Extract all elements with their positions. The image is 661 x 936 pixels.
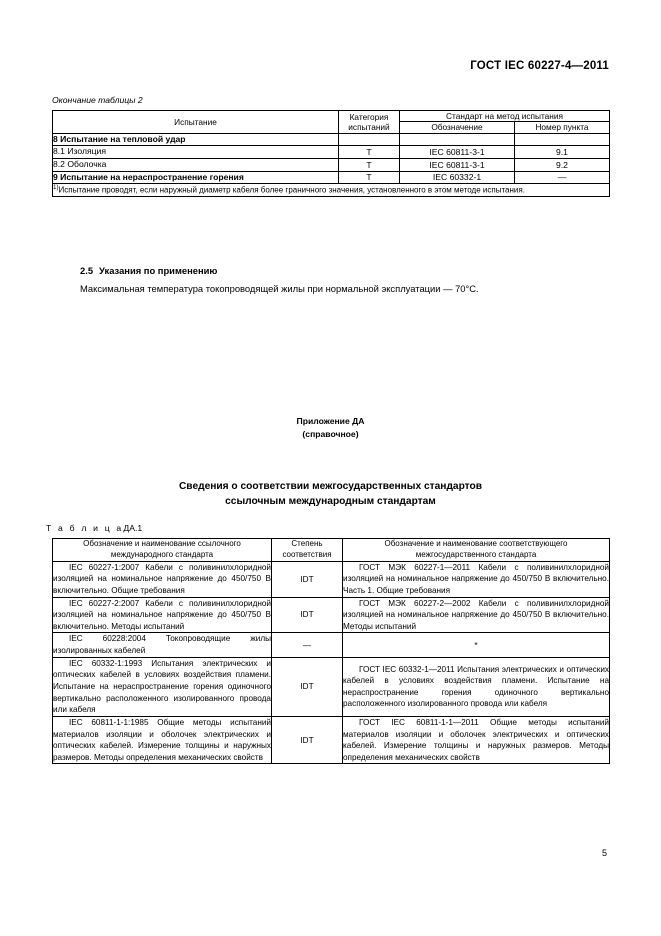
- table2-row: [53, 146, 610, 159]
- tableDA1-caption-label: Т а б л и ц а: [46, 523, 124, 533]
- running-head: ГОСТ IEC 60227-4—2011: [470, 60, 609, 72]
- tableDA1-cell-corresponding: *: [343, 633, 610, 657]
- table2-cell-designation: IEC 60332-1: [400, 171, 515, 184]
- appendix-label: Приложение ДА: [296, 416, 365, 426]
- tableDA1-header-degree-line2: соответствия: [282, 549, 332, 559]
- tableDA1-cell-degree: IDT: [272, 657, 343, 716]
- tableDA1-cell-degree: IDT: [272, 597, 343, 633]
- table2-cell-designation: [400, 133, 515, 146]
- table2-header-category-line2: испытаний: [348, 121, 390, 132]
- tableDA1-cell-reference: [53, 633, 272, 657]
- table2-cell-designation: IEC 60811-3-1: [400, 146, 515, 159]
- page-number: 5: [601, 848, 607, 858]
- tableDA1-row: [53, 716, 610, 764]
- tableDA1-corresponding-text: ГОСТ IEC 60811-1-1—2011 Общие методы испытаний материалов изоляции и оболочек электрических и оптических кабелей. Измерение толщины и наружных размеров. Методы определения механических свойств: [343, 717, 609, 762]
- tableDA1-header-row: [53, 539, 610, 562]
- table2-cell-name: 8 Испытание на тепловой удар: [53, 133, 339, 146]
- tableDA1-header-degree: [272, 539, 343, 562]
- table2-cell-category: Т: [339, 171, 400, 184]
- table2-cell-designation: IEC 60811-3-1: [400, 158, 515, 171]
- section-2-5-number: 2.5: [80, 265, 94, 276]
- tableDA1-row: [53, 597, 610, 633]
- section-2-5-heading: [80, 265, 217, 276]
- tableDA1-cell-corresponding: [343, 561, 610, 597]
- tableDA1-cell-reference: [53, 597, 272, 633]
- tableDA1-cell-corresponding: [343, 716, 610, 764]
- tableDA1-header-degree-line1: Степень: [291, 539, 323, 548]
- tableDA1-caption-number: ДА.1: [123, 523, 143, 533]
- tableDA1-cell-corresponding: [343, 657, 610, 716]
- table2: [52, 110, 610, 197]
- table2-footnote-marker: 1): [53, 184, 59, 192]
- tableDA1-reference-text: IEC 60228:2004 Токопроводящие жилы изолированных кабелей: [53, 634, 271, 656]
- section-2-5-body: Максимальная температура токопроводящей жилы при нормальной эксплуатации — 70°С.: [80, 283, 479, 294]
- table2-cell-clause: [515, 133, 610, 146]
- table2-header-category-line1: Категория: [349, 111, 389, 122]
- tableDA1-corresponding-text: ГОСТ МЭК 60227-1—2011 Кабели с поливинилхлоридной изоляцией на номинальное напряжение до 450/750 В включительно. Часть 1. Общие требования: [343, 562, 609, 595]
- tableDA1: [52, 538, 610, 764]
- tableDA1-row: [53, 633, 610, 657]
- appendix-kind: (справочное): [302, 429, 359, 440]
- tableDA1-reference-text: IEC 60227-2:2007 Кабели с поливинилхлоридной изоляцией на номинальное напряжение до 450/750 В включительно. Методы испытаний: [53, 598, 271, 631]
- table2-header-clause: Номер пункта: [515, 122, 610, 133]
- tableDA1-corresponding-text: ГОСТ IEC 60332-1—2011 Испытания электрических и оптических кабелей в условиях воздействия пламени. Испытание на нераспространение горения одиночного вертикально расположенного изолированного провода или кабеля: [343, 664, 609, 709]
- tableDA1-cell-corresponding: [343, 597, 610, 633]
- tableDA1-cell-degree: IDT: [272, 561, 343, 597]
- tableDA1-reference-text: IEC 60811-1-1:1985 Общие методы испытаний материалов изоляции и оболочек электрических и оптических кабелей. Измерение толщины и наружных размеров. Методы определения механических свойств: [53, 717, 271, 762]
- tableDA1-row: [53, 561, 610, 597]
- table2-cell-category: Т: [339, 146, 400, 159]
- table2-row: [53, 171, 610, 184]
- table2-caption: Окончание таблицы 2: [52, 95, 143, 105]
- tableDA1-header-reference: [53, 539, 272, 562]
- appendix-title-line1: Сведения о соответствии межгосударственных стандартов: [178, 481, 483, 492]
- tableDA1-header-corresponding-line1: Обозначение и наименование соответствующего: [384, 539, 568, 548]
- table2-footnote: [53, 184, 610, 197]
- tableDA1-cell-degree: —: [272, 633, 343, 657]
- table2-cell-clause: 9.1: [515, 146, 610, 159]
- table2-cell-name: 8.2 Оболочка: [53, 158, 339, 171]
- tableDA1-cell-degree: IDT: [272, 716, 343, 764]
- tableDA1-cell-reference: [53, 561, 272, 597]
- table2-footnote-row: [53, 184, 610, 197]
- tableDA1-container: [52, 538, 609, 764]
- appendix-heading: [0, 415, 661, 442]
- table2-header-row: [53, 111, 610, 122]
- table2-cell-category: [339, 133, 400, 146]
- section-2-5-title: Указания по применению: [99, 265, 218, 276]
- tableDA1-reference-text: IEC 60332-1:1993 Испытания электрических и оптических кабелей в условиях воздействия пламени. Испытание на нераспространение горения одиночного вертикально расположенного изолированного провода или кабеля: [53, 658, 271, 715]
- tableDA1-header-reference-line2: международного стандарта: [110, 549, 214, 559]
- tableDA1-reference-text: IEC 60227-1:2007 Кабели с поливинилхлоридной изоляцией на номинальное напряжение до 450/750 В включительно. Общие требования: [53, 562, 271, 595]
- table2-header-designation: Обозначение: [400, 122, 515, 133]
- tableDA1-header-corresponding: [343, 539, 610, 562]
- tableDA1-cell-reference: [53, 716, 272, 764]
- table2-cell-name: 9 Испытание на нераспространение горения: [53, 171, 339, 184]
- table2-footnote-text: Испытание проводят, если наружный диаметр кабеля более граничного значения, установленного в этом методе испытания.: [58, 185, 525, 195]
- table2-cell-category: Т: [339, 158, 400, 171]
- appendix-title-line2: ссылочным международным стандартам: [225, 496, 436, 508]
- tableDA1-cell-reference: [53, 657, 272, 716]
- table2-header-category: [339, 111, 400, 134]
- appendix-title: [0, 479, 661, 510]
- table2-header-test: Испытание: [53, 111, 339, 134]
- tableDA1-row: [53, 657, 610, 716]
- tableDA1-header-corresponding-line2: межгосударственного стандарта: [415, 549, 537, 559]
- table2-row: [53, 158, 610, 171]
- tableDA1-header-reference-line1: Обозначение и наименование ссылочного: [83, 539, 241, 548]
- table2-cell-clause: 9.2: [515, 158, 610, 171]
- table2-cell-clause: —: [515, 171, 610, 184]
- tableDA1-caption: [46, 523, 142, 533]
- table2-row: [53, 133, 610, 146]
- table2-container: [52, 110, 609, 197]
- table2-cell-name: 8.1 Изоляция: [53, 146, 339, 159]
- tableDA1-corresponding-text: ГОСТ МЭК 60227-2—2002 Кабели с поливинилхлоридной изоляцией на номинальное напряжение до 450/750 В включительно. Методы испытаний: [343, 598, 609, 631]
- table2-header-standard-group: Стандарт на метод испытания: [400, 111, 610, 122]
